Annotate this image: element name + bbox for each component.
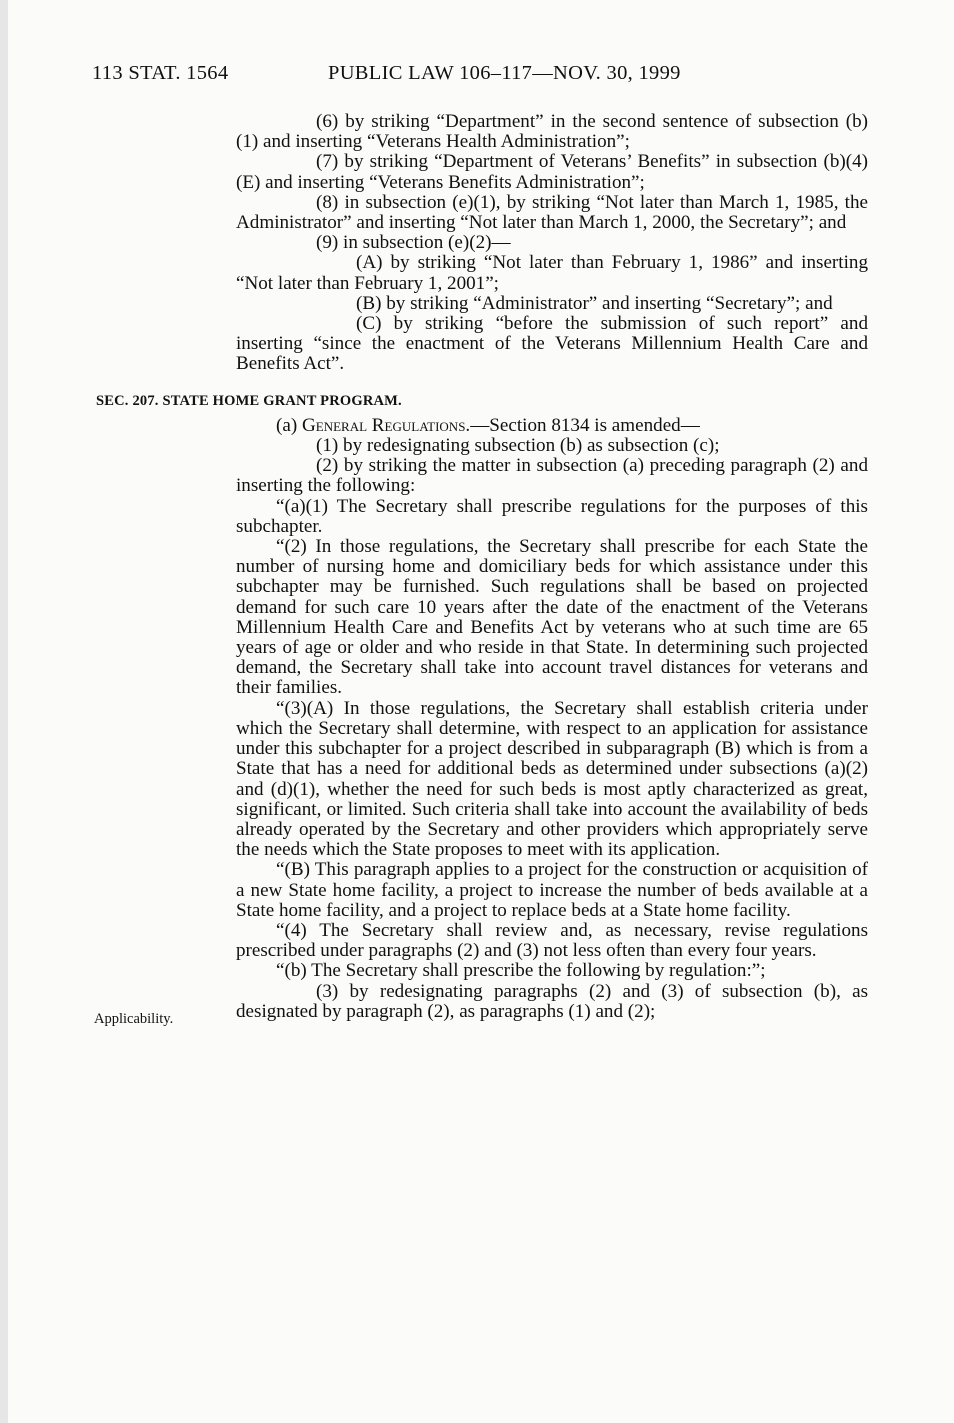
quoted-2: “(2) In those regulations, the Secretary shall prescribe for each State the number of nursing home and domiciliary beds for which assistance under this subchapter may be furnished. Such regulations shall be based on projected demand for such care 10 years after the date of the enactment of the Veterans Millennium Health Care and Benefits Act by veterans who at such time are 65 years of age or older and who reside in that State. In determining such projected demand, the Secretary shall take into account travel distances for veterans and their families. [236, 536, 868, 699]
amendment-2: (2) by striking the matter in subsection (a) preceding paragraph (2) and inserting the following: [236, 455, 868, 497]
subsection-a-text: .—Section 8134 is amended— [465, 414, 700, 436]
paragraph-9-b: (B) by striking “Administrator” and inserting “Secretary”; and [356, 292, 833, 314]
margin-note-applicability: Applicability. [94, 1011, 174, 1027]
quoted-3-a: “(3)(A) In those regulations, the Secretary shall establish criteria under which the Secretary shall determine, with respect to an application for assistance under this subchapter for a project described in subparagraph (B) which is from a State that has a need for additional beds as determined under subsections (a)(2) and (d)(1), whether the need for such beds is most aptly characterized as great, significant, or limited. Such criteria shall take into account the availability of beds already operated by the Secretary and other providers which appropriately serve the needs which the State proposes to meet with its application. [236, 697, 868, 861]
public-law-citation: PUBLIC LAW 106–117—NOV. 30, 1999 [328, 62, 681, 84]
subsection-a-title: General Regulations [301, 414, 466, 436]
quoted-4: “(4) The Secretary shall review and, as necessary, revise regulations prescribed under paragraphs (2) and (3) not less often than every four years. [236, 919, 868, 962]
amendment-3: (3) by redesignating paragraphs (2) and (3) of subsection (b), as designated by paragraph (2), as paragraphs (1) and (2); [236, 980, 868, 1022]
paragraph-8: (8) in subsection (e)(1), by striking “Not later than March 1, 1985, the Administrator” and inserting “Not later than March 1, 2000, the Secretary”; and [236, 191, 868, 234]
quoted-3-b: “(B) This paragraph applies to a project for the construction or acquisition of a new State home facility, a project to increase the number of beds available at a State home facility, and a project to replace beds at a State home facility. [236, 859, 868, 921]
page-edge-shadow [0, 0, 8, 1423]
page-header [92, 62, 872, 90]
quoted-b: “(b) The Secretary shall prescribe the following by regulation:”; [276, 960, 766, 982]
paragraph-6: (6) by striking “Department” in the second sentence of subsection (b)(1) and inserting “Veterans Health Administration”; [236, 111, 868, 153]
paragraph-9-a: (A) by striking “Not later than February 1, 1986” and inserting “Not later than February 1, 2001”; [236, 252, 868, 294]
amendment-1: (1) by redesignating subsection (b) as subsection (c); [316, 435, 720, 457]
paragraph-9-c: (C) by striking “before the submission of such report” and inserting “since the enactment of the Veterans Millennium Health Care and Benefits Act”. [236, 313, 868, 375]
section-heading: SEC. 207. STATE HOME GRANT PROGRAM. [96, 392, 402, 409]
paragraph-9: (9) in subsection (e)(2)— [316, 232, 511, 254]
quoted-a-1: “(a)(1) The Secretary shall prescribe regulations for the purposes of this subchapter. [236, 495, 868, 537]
paragraph-7: (7) by striking “Department of Veterans’ Benefits” in subsection (b)(4)(E) and inserting “Veterans Benefits Administration”; [236, 151, 868, 193]
statute-page-number: 113 STAT. 1564 [92, 62, 229, 84]
subsection-a-heading [236, 416, 868, 436]
subsection-a-label: (a) [276, 414, 302, 436]
